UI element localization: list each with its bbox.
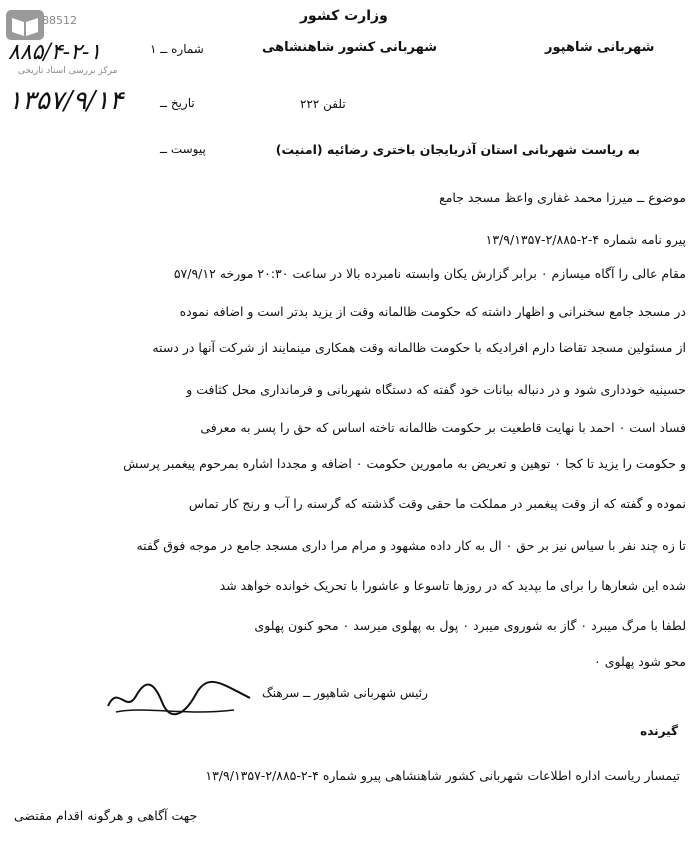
number-label: شماره ــ ۱	[150, 42, 204, 56]
attachment-label: پیوست ــ	[160, 142, 206, 156]
archive-caption: مرکز بررسی اسناد تاریخی	[18, 66, 118, 76]
recipient-line: تیمسار ریاست اداره اطلاعات شهربانی کشور شاهنشاهی پیرو شماره ۴-۲-۲/۸۸۵-۱۳/۹/۱۳۵۷	[205, 768, 680, 783]
body-line: مقام عالی را آگاه میسازم ۰ برابر گزارش یکان وابسته نامبرده بالا در ساعت ۲۰:۳۰ مورخه ۵۷/۹/۱۲	[173, 266, 686, 281]
recipient-line: جهت آگاهی و هرگونه اقدام مقتضی	[14, 808, 198, 823]
body-line: فساد است ۰ احمد با نهایت قاطعیت بر حکومت ظالمانه تاخته اساس که حق را پسر به معرفی	[200, 420, 686, 435]
addressee-line: به ریاست شهربانی استان آذربایجان باختری رضائیه (امنیت)	[275, 142, 640, 157]
body-line: محو شود پهلوی ۰	[594, 654, 686, 669]
department-title: شهربانی کشور شاهنشاهی	[262, 40, 437, 55]
body-line: از مسئولین مسجد تقاضا دارم افرادیکه با حکومت ظالمانه وقت همکاری مینمایند از شرکت آنها در دسته	[152, 340, 686, 355]
body-line: حسینیه خودداری شود و در دنباله بیانات خود گفته که دستگاه شهربانی و فرمانداری محل کثافت و	[186, 382, 686, 397]
body-line: و حکومت را یزید تا کجا ۰ توهین و تعریض به مامورین حکومت ۰ اضافه و مجددا اشاره بمرحوم پیغمبر پرسش	[123, 456, 686, 471]
subject-line: موضوع ــ میرزا محمد غفاری واعظ مسجد جامع	[439, 190, 686, 205]
recipients-label: گیرنده	[640, 724, 678, 738]
number-value: ۸۸۵/۴-۲-۱	[8, 40, 102, 65]
reference-line: پیرو نامه شماره ۴-۲-۲/۸۸۵-۱۳/۹/۱۳۵۷	[485, 232, 686, 247]
body-line: تا زه چند نفر با سیاس نیز بر حق ۰ ال به کار داده مشهود و مرام مرا داری مسجد جامع در موجه فوق گفته	[136, 538, 686, 553]
signature-scribble	[104, 676, 254, 722]
body-line: نموده و گفته که از وقت پیغمبر در مملکت ما حقی وقت گذشته که گرسنه را آب و رنج کار تماس	[188, 496, 686, 511]
date-value: ۱۳۵۷/۹/۱۴	[8, 86, 124, 116]
body-line: لطفا با مرگ میبرد ۰ گاز به شوروی میبرد ۰ پول به پهلوی میرسد ۰ محو کنون پهلوی	[254, 618, 686, 633]
archive-code: 88512	[42, 14, 77, 27]
body-line: در مسجد جامع سخنرانی و اظهار داشته که حکومت ظالمانه وقت از یزید بدتر است و اضافه نموده	[179, 304, 686, 319]
date-label: تاریخ ــ	[160, 96, 195, 110]
body-line: شده این شعارها را برای ما بپدید که در روزها تاسوعا و عاشورا با تحریک خوانده خواهد شد	[219, 578, 686, 593]
phone-number: تلفن ۲۲۲	[300, 97, 346, 111]
ministry-title: وزارت کشور	[300, 8, 388, 24]
office-title: شهربانی شاهپور	[545, 40, 655, 55]
signature-text: رئیس شهربانی شاهپور ــ سرهنگ	[262, 686, 428, 700]
